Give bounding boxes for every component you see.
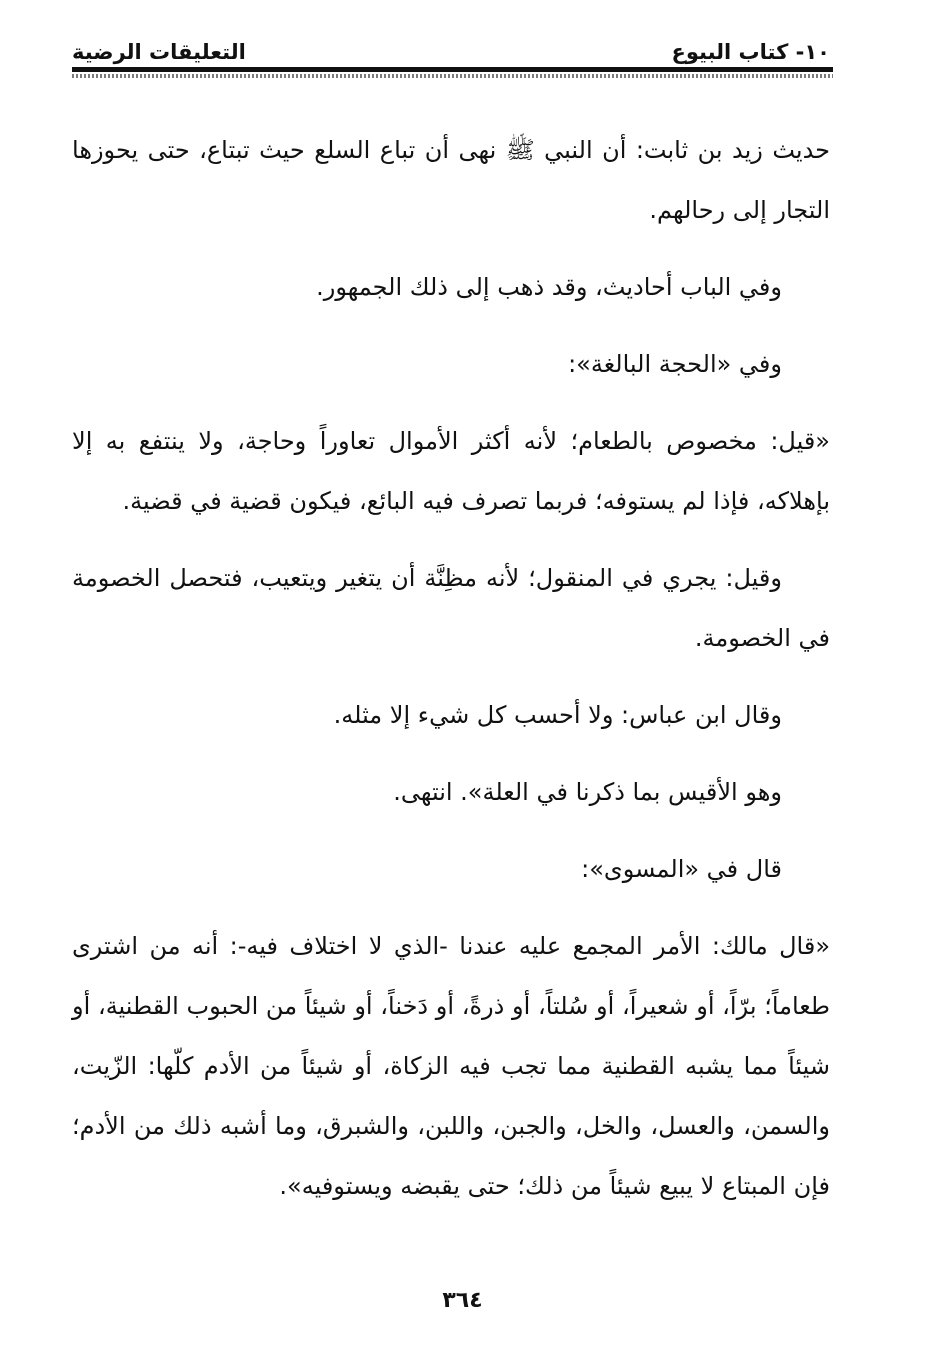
paragraph-malik: «قال مالك: الأمر المجمع عليه عندنا -الذي لا اختلاف فيه-: أنه من اشترى طعاماً؛ برّاً، أو شعيراً، أو سُلتاً، أو ذرةً، أو دَخناً، أو شيئاً من الحبوب القطنية، أو شيئاً مما يشبه القطنية مما تجب فيه الزكاة، أو شيئاً من الأدم كلّها: الزّيت، والسمن، والعسل، والخل، والجبن، واللبن، والشبرق، وما أشبه ذلك من الأدم؛ فإن المبتاع لا يبيع شيئاً من ذلك؛ حتى يقبضه ويستوفيه». [72, 932, 830, 1200]
book-title: التعليقات الرضية [72, 40, 246, 64]
paragraph-bab: وفي الباب أحاديث، وقد ذهب إلى ذلك الجمهور. [316, 273, 782, 301]
header-rule [72, 67, 833, 72]
body-text [72, 120, 830, 1233]
running-head [72, 30, 830, 64]
page-number: ٣٦٤ [442, 1288, 483, 1313]
paragraph-qila-food: «قيل: مخصوص بالطعام؛ لأنه أكثر الأموال تعاوراً وحاجة، ولا ينتفع به إلا بإهلاكه، فإذا لم يستوفه؛ فربما تصرف فيه البائع، فيكون قضية في قضية. [72, 427, 830, 515]
paragraph-musawwa-heading: قال في «المسوى»: [581, 855, 782, 883]
paragraph-aqyas: وهو الأقيس بما ذكرنا في العلة». انتهى. [393, 778, 782, 806]
paragraph-qila-movable: وقيل: يجري في المنقول؛ لأنه مظِنَّة أن يتغير ويتعيب، فتحصل الخصومة في الخصومة. [72, 564, 830, 652]
paragraph-ibn-abbas: وقال ابن عباس: ولا أحسب كل شيء إلا مثله. [333, 701, 782, 729]
paragraph-hadith: حديث زيد بن ثابت: أن النبي ﷺ نهى أن تباع السلع حيث تبتاع، حتى يحوزها التجار إلى رحالهم. [72, 136, 830, 224]
chapter-title: ١٠- كتاب البيوع [671, 40, 830, 64]
header-dotted-rule [72, 74, 833, 78]
paragraph-hujja-heading: وفي «الحجة البالغة»: [568, 350, 782, 378]
